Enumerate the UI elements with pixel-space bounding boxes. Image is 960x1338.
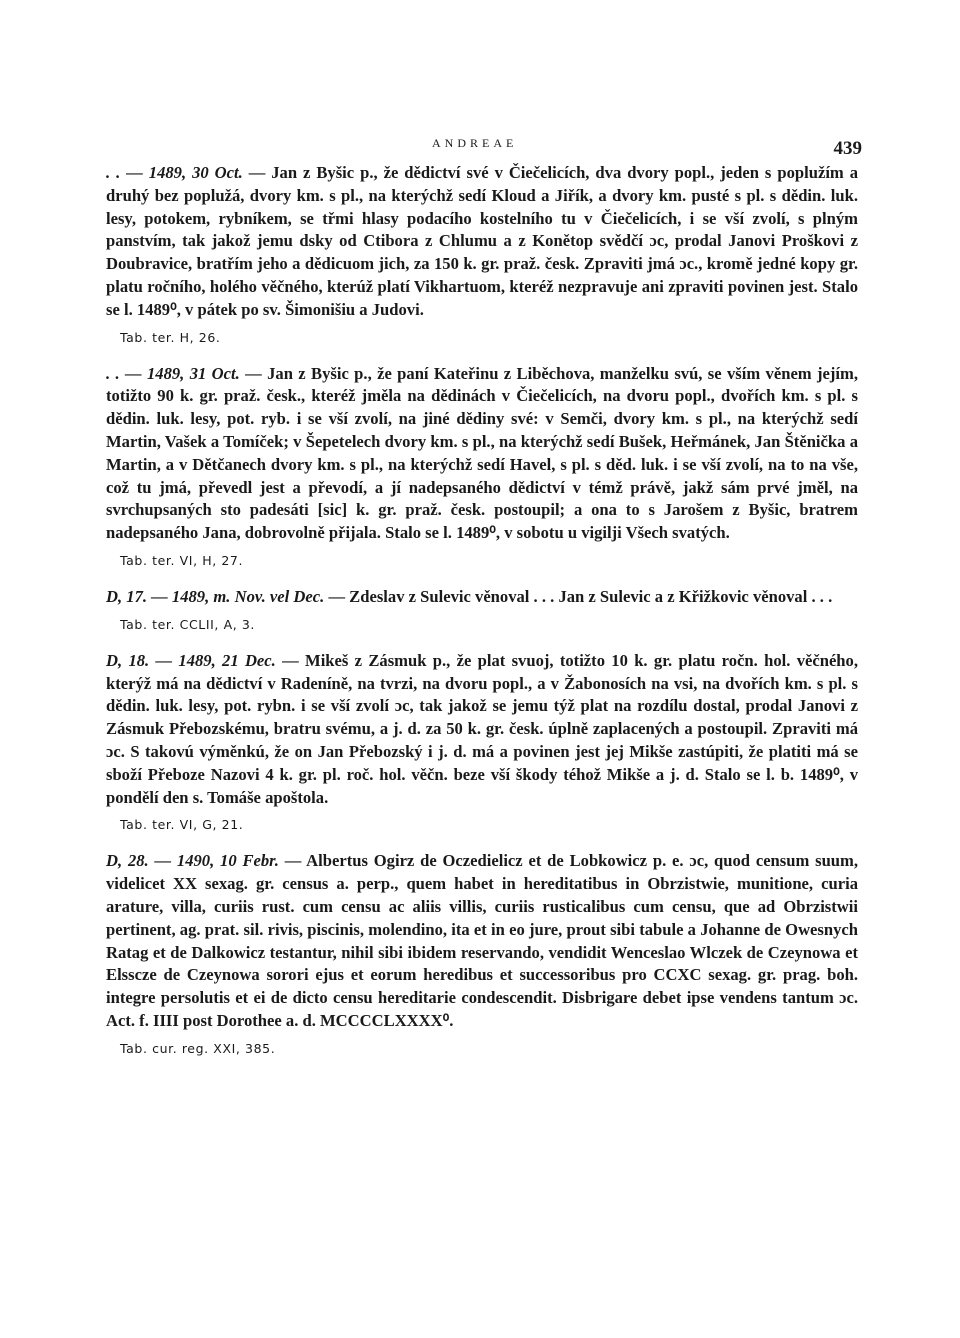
- entry-paragraph: [106, 363, 858, 545]
- entry-text: — Jan z Byšic p., že paní Kateřinu z Liběchova, manželku svú, se vším věnem jejím, totižto 90 k. gr. praž. česk., kteréž jměla na dědinách v Čiečelicích, na dvoru popl., dvořích km. s pl. s dědin. luk. lesy, pot. ryb. i se vší zvolí, na jiné dědiny své: v Semči, dvory km. s pl., na kterýchž sedí Martin, Vašek a Tomíček; v Šepetelech dvory km. s pl., na kterýchž sedí Bušek, Heřmánek, Jan Štěnička a Martin, a v Dětčanech dvory km. s pl., na kterýchž sedí Havel, s pl. s děd. luk. i se vší zvolí, na to na vše, což tu jmá, převedl jest a převodí, a jí nadepsaného dědictví v témž právě, jakž sám prvé jměl, na svrchupsaných sto padesáti [sic] k. gr. praž. česk. postoupil; a ona to s Jarošem z Byšic, bratrem nadepsaného Jana, dobrovolně přijala. Stalo se l. 1489⁰, v sobotu u vigilji Všech svatých.: [106, 363, 858, 543]
- entry-date: D, 28. — 1490, 10 Febr.: [106, 851, 279, 871]
- source-citation: Tab. ter. VI, G, 21.: [120, 817, 244, 833]
- entry-text: — Zdeslav z Sulevic věnoval . . . Jan z Sulevic a z Křižkovic věnoval . . .: [328, 586, 833, 606]
- running-head: [106, 128, 862, 162]
- entry-text: — Mikeš z Zásmuk p., že plat svuoj, totižto 10 k. gr. platu ročn. hol. věčného, kterýž má na dědictví v Radeníně, na tvrzi, na dvoru popl., a v Žabonosích na vsi, na dvořích km. s pl. s dědin. luk. lesy, pot. rybn. i se vší zvolí ɔc, tak jakož se jemu týž plat na rozdílu dostal, prodal Janovi z Zásmuk Přebozskému, bratru svému, a j. d. za 50 k. gr. česk. úplně zaplacených a postoupil. Zpraviti má ɔc. S takovú výměnkú, že on Jan Přebozský i j. d. má a povinen jest jej Mikše zastúpiti, že platiti má se sboží Přeboze Nazovi 4 k. gr. pl. roč. hol. věčn. beze vší škody téhož Mikše a j. d. Stalo se l. b. 1489⁰, v pondělí den s. Tomáše apoštola.: [106, 650, 858, 807]
- entry-date: . . — 1489, 31 Oct.: [106, 363, 240, 383]
- source-citation: Tab. ter. CCLII, A, 3.: [120, 616, 256, 632]
- entry-date: . . — 1489, 30 Oct.: [106, 163, 243, 182]
- entry-paragraph: [106, 162, 858, 322]
- entry-3: [106, 586, 858, 632]
- source-citation: Tab. ter. H, 26.: [120, 329, 221, 345]
- source-citation: Tab. cur. reg. XXI, 385.: [120, 1040, 276, 1056]
- entry-4: [106, 650, 858, 833]
- entry-1: [106, 162, 858, 345]
- page-number: 439: [833, 138, 862, 159]
- entry-text: — Albertus Ogirz de Oczedielicz et de Lobkowicz p. e. ɔc, quod censum suum, videlicet XX sexag. gr. census a. perp., quem habet in hereditatibus in Obrzistwie, munitione, curia arature, villa, curiis rust. cum censu ac aliis villis, curiis rusticalibus cum censu, que ad Obrzistwii pertinent, ag. prat. sil. rivis, piscinis, molendino, ita et in eo jure, prout sibi tabule a Johanne de Owesnych Ratag et de Dalkowicz testantur, nihil sibi ibidem reservando, vendidit Wenceslao Wlczek de Czeynowa et Elsscze de Czeynowa sorori ejus et eorum heredibus et successoribus pro CCXC sexag. gr. prag. boh. integre persolutis et ei de dicto censu hereditarie condescendit. Disbrigare debet ipse vendens tantum ɔc. Act. f. IIII post Dorothee a. d. MCCCCLXXXX⁰.: [106, 851, 858, 1030]
- entry-text: — Jan z Byšic p., že dědictví své v Čiečelicích, dva dvory popl., jeden s poplužím a druhý bez poplužá, dvory km. s pl., na kterýchž sedí Kloud a Jiřík, a dvory km. pusté s pl. s dědin. luk. lesy, potokem, rybníkem, se třmi hlasy podacího kostelního tu v Čiečelicích, i se vší zvolí, s plným panstvím, tak jakož jemu dsky od Ctibora z Chlumu a z Konětop svědčí ɔc, prodal Janovi Proškovi z Doubravice, bratřím jeho a dědicuom jich, za 150 k. gr. praž. česk. Zpraviti jmá ɔc., kromě jedné kopy gr. platu ročního, holého věčného, kterúž platí Vikhartuom, kteréž nezpravuje ani zpraviti povinen jest. Stalo se l. 1489⁰, v pátek po sv. Šimonišiu a Judovi.: [106, 163, 859, 319]
- document-page: [106, 128, 862, 1056]
- entry-paragraph: [106, 586, 858, 609]
- entry-paragraph: [106, 850, 858, 1032]
- source-citation: Tab. ter. VI, H, 27.: [120, 552, 244, 568]
- entry-5: [106, 850, 858, 1055]
- running-title: ANDREAE: [432, 136, 518, 150]
- entry-paragraph: [106, 650, 858, 810]
- entry-date: D, 18. — 1489, 21 Dec.: [106, 650, 276, 670]
- entry-2: [106, 363, 858, 568]
- entry-date: D, 17. — 1489, m. Nov. vel Dec.: [106, 586, 325, 606]
